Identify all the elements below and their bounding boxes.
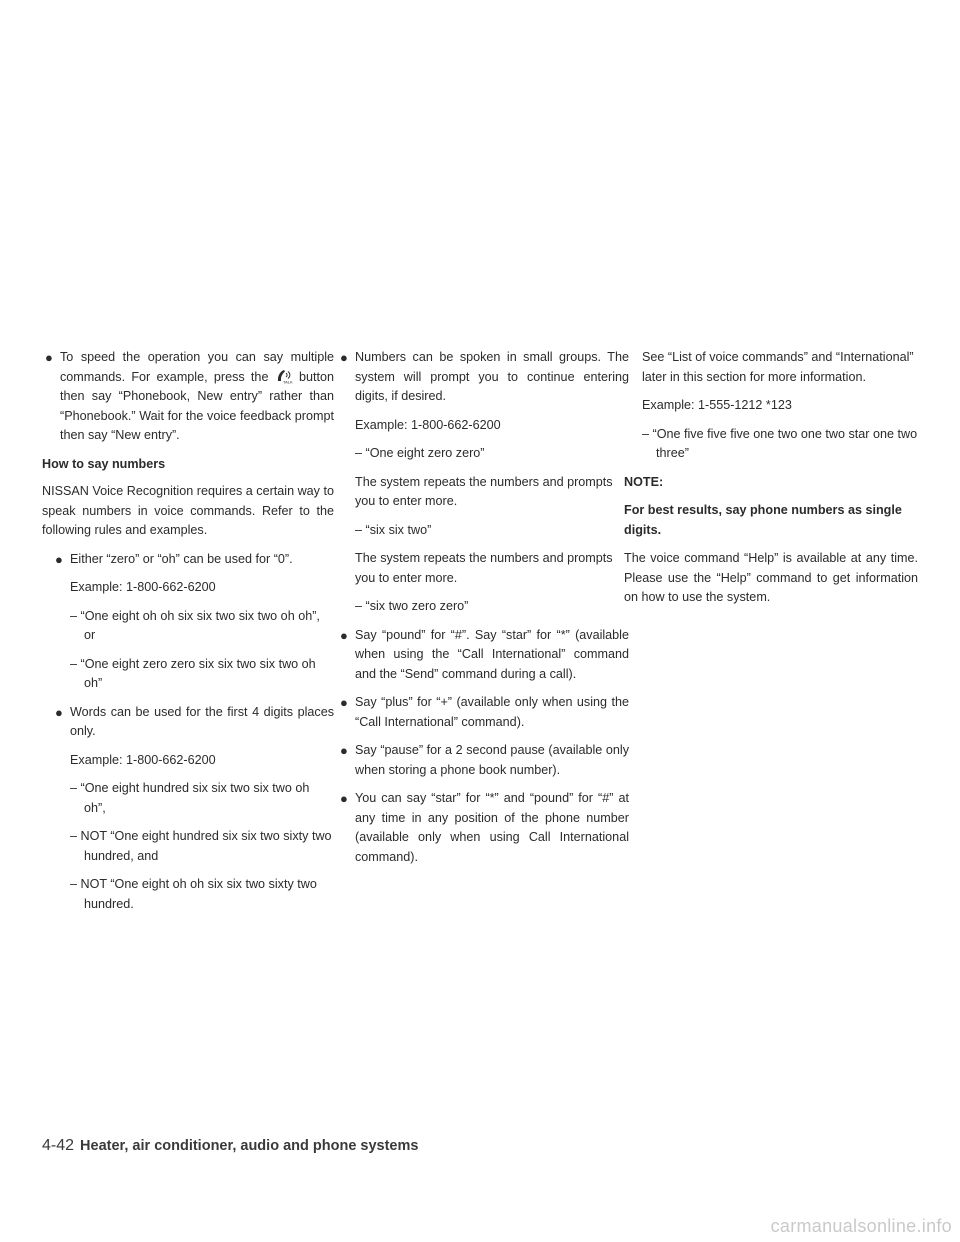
bullet-zero-oh: ● Either “zero” or “oh” can be used for “0”. xyxy=(52,550,334,570)
example-number: Example: 1-555-1212 *123 xyxy=(642,398,792,412)
bullet-speed-operation: ● To speed the operation you can say multiple commands. For example, press the TALK button then say “Phonebook, New entry” rather than “Phonebook.” Wait for the voice feedback prompt then say “New entry”. xyxy=(45,350,334,442)
bullet-dot: ● xyxy=(45,350,53,365)
bullet-pause: ● Say “pause” for a 2 second pause (available only when storing a phone book number). xyxy=(340,743,629,777)
note-label: NOTE: xyxy=(624,474,664,489)
dash-item: – NOT “One eight oh oh six six two sixty two hundred. xyxy=(70,877,317,911)
dash-item: – “One eight oh oh six six two six two oh oh”, or xyxy=(70,608,320,642)
watermark: carmanualsonline.info xyxy=(770,1216,952,1236)
dash-item: – “One five five five one two one two star one two three” xyxy=(642,426,918,460)
dash-item: – “six two zero zero” xyxy=(355,599,469,613)
bullet-small-groups: ● Numbers can be spoken in small groups. The system will prompt you to continue entering digits, if desired. xyxy=(340,350,629,403)
column-left xyxy=(42,348,334,923)
dash-item: – “One eight hundred six six two six two oh oh”, xyxy=(70,781,310,815)
heading-how-to-say-numbers: How to say numbers xyxy=(42,456,166,471)
example-number: Example: 1-800-662-6200 xyxy=(70,580,216,594)
dash-item: – “six six two” xyxy=(355,522,432,537)
bullet-dot: ● xyxy=(340,695,348,710)
page-footer xyxy=(42,1137,418,1155)
page-number: 4-42 xyxy=(42,1137,75,1154)
intro-paragraph: NISSAN Voice Recognition requires a certain way to speak numbers in voice commands. Refer to the following rules and examples. xyxy=(42,484,334,537)
bullet-pound-star: ● Say “pound” for “#”. Say “star” for “*” (available when using the “Call International” command and the “Send” command during a call). xyxy=(340,627,629,681)
talk-button-icon xyxy=(275,368,293,384)
help-paragraph: The voice command “Help” is available at any time. Please use the “Help” command to get information on how to use the system. xyxy=(624,551,918,604)
dash-item: – NOT “One eight hundred six six two sixty two hundred, and xyxy=(70,829,332,863)
example-number: Example: 1-800-662-6200 xyxy=(70,752,216,767)
system-repeats-text: The system repeats the numbers and prompts you to enter more. xyxy=(355,474,613,508)
bullet-plus: ● Say “plus” for “+” (available only when using the “Call International” command). xyxy=(340,695,629,729)
bullet-dot: ● xyxy=(55,551,63,567)
svg-text:TALK: TALK xyxy=(282,379,293,384)
column-middle xyxy=(337,348,629,876)
section-title: Heater, air conditioner, audio and phone systems xyxy=(80,1138,419,1154)
bullet-dot: ● xyxy=(340,350,348,365)
note-text: For best results, say phone numbers as single digits. xyxy=(624,503,902,537)
bullet-dot: ● xyxy=(340,743,348,758)
bullet-dot: ● xyxy=(340,627,348,643)
column-right xyxy=(624,348,918,617)
see-also-text: See “List of voice commands” and “International” later in this section for more information. xyxy=(642,350,914,384)
bullet-first-four-digits: ● Words can be used for the first 4 digits places only. xyxy=(55,704,334,738)
bullet-dot: ● xyxy=(340,791,348,806)
dash-item: – “One eight zero zero” xyxy=(355,446,485,460)
example-number: Example: 1-800-662-6200 xyxy=(355,417,501,432)
bullet-star-pound-any-time: ● You can say “star” for “*” and “pound” for “#” at any time in any position of the phone number (available only when using Call International command). xyxy=(340,791,629,864)
dash-item: – “One eight zero zero six six two six two oh oh” xyxy=(70,656,316,690)
system-repeats-text: The system repeats the numbers and prompts you to enter more. xyxy=(355,551,613,585)
bullet-dot: ● xyxy=(55,704,63,720)
